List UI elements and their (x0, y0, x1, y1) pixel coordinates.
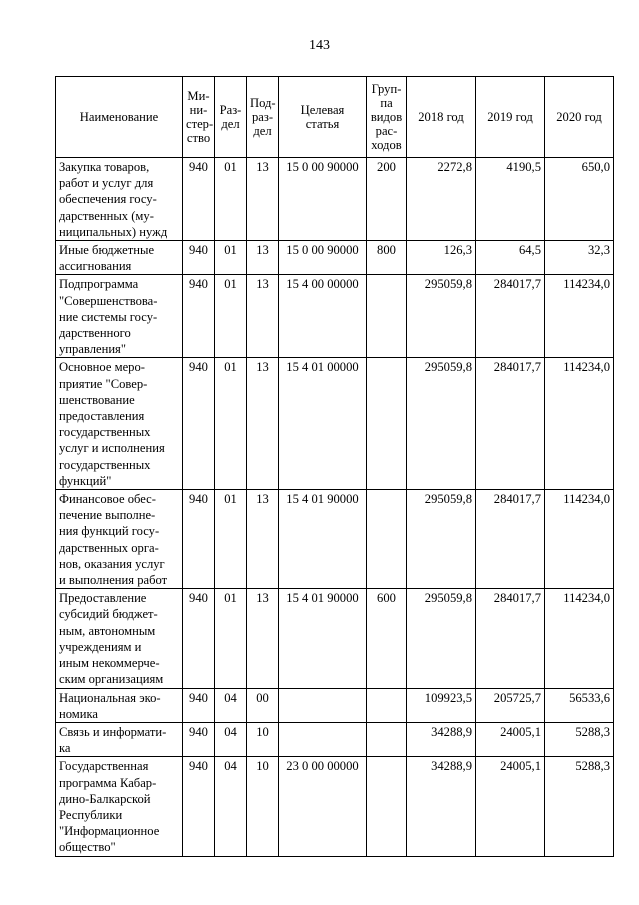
cell-expense-group (367, 490, 407, 589)
cell-ministry: 940 (183, 275, 215, 358)
cell-2018: 34288,9 (407, 722, 476, 756)
header-section: Раз- дел (215, 77, 247, 158)
cell-ministry: 940 (183, 757, 215, 856)
cell-ministry: 940 (183, 358, 215, 490)
cell-target-article: 15 4 01 90000 (279, 490, 367, 589)
cell-expense-group: 600 (367, 589, 407, 688)
cell-section: 01 (215, 589, 247, 688)
cell-subsection: 13 (247, 158, 279, 241)
table-row (56, 688, 614, 722)
cell-target-article: 15 0 00 90000 (279, 158, 367, 241)
cell-2019: 284017,7 (476, 589, 545, 688)
cell-2019: 284017,7 (476, 358, 545, 490)
cell-target-article (279, 688, 367, 722)
cell-2018: 295059,8 (407, 358, 476, 490)
cell-ministry: 940 (183, 241, 215, 275)
cell-section: 04 (215, 757, 247, 856)
cell-2019: 24005,1 (476, 722, 545, 756)
cell-2020: 114234,0 (545, 589, 614, 688)
cell-2018: 126,3 (407, 241, 476, 275)
cell-2020: 114234,0 (545, 275, 614, 358)
cell-2019: 64,5 (476, 241, 545, 275)
header-2018: 2018 год (407, 77, 476, 158)
table-row (56, 490, 614, 589)
cell-ministry: 940 (183, 688, 215, 722)
table-row (56, 722, 614, 756)
cell-name: Государственная программа Кабар- дино-Балкарской Республики "Информационное общество" (56, 757, 183, 856)
cell-section: 04 (215, 688, 247, 722)
cell-ministry: 940 (183, 158, 215, 241)
cell-target-article: 15 4 01 90000 (279, 589, 367, 688)
cell-2018: 295059,8 (407, 589, 476, 688)
cell-subsection: 13 (247, 589, 279, 688)
cell-name: Связь и информати- ка (56, 722, 183, 756)
cell-name: Финансовое обес- печение выполне- ния функций госу- дарственных орга- нов, оказания услуг и выполнения работ (56, 490, 183, 589)
cell-ministry: 940 (183, 722, 215, 756)
cell-2019: 284017,7 (476, 490, 545, 589)
cell-section: 01 (215, 490, 247, 589)
cell-2018: 295059,8 (407, 490, 476, 589)
cell-name: Основное меро- приятие "Совер- шенствование предоставления государственных услуг и исполнения государственных функций" (56, 358, 183, 490)
cell-2019: 205725,7 (476, 688, 545, 722)
cell-name: Подпрограмма "Совершенствова- ние системы госу- дарственного управления" (56, 275, 183, 358)
cell-2018: 109923,5 (407, 688, 476, 722)
cell-subsection: 13 (247, 241, 279, 275)
cell-2019: 284017,7 (476, 275, 545, 358)
header-name: Наименование (56, 77, 183, 158)
page-number: 143 (309, 38, 330, 53)
cell-subsection: 00 (247, 688, 279, 722)
cell-2020: 114234,0 (545, 358, 614, 490)
cell-2020: 32,3 (545, 241, 614, 275)
header-target: Целевая статья (279, 77, 367, 158)
cell-2020: 56533,6 (545, 688, 614, 722)
cell-2018: 34288,9 (407, 757, 476, 856)
cell-expense-group (367, 722, 407, 756)
cell-name: Предоставление субсидий бюджет- ным, автономным учреждениям и иным некоммерче- ским организациям (56, 589, 183, 688)
cell-ministry: 940 (183, 490, 215, 589)
budget-table (55, 76, 614, 857)
cell-expense-group: 200 (367, 158, 407, 241)
cell-section: 01 (215, 358, 247, 490)
cell-subsection: 10 (247, 757, 279, 856)
header-2020: 2020 год (545, 77, 614, 158)
table-row (56, 757, 614, 856)
cell-target-article: 15 4 00 00000 (279, 275, 367, 358)
cell-name: Иные бюджетные ассигнования (56, 241, 183, 275)
cell-2019: 4190,5 (476, 158, 545, 241)
cell-section: 01 (215, 275, 247, 358)
header-subsection: Под- раз- дел (247, 77, 279, 158)
cell-expense-group (367, 757, 407, 856)
header-2019: 2019 год (476, 77, 545, 158)
cell-target-article: 15 0 00 90000 (279, 241, 367, 275)
cell-section: 01 (215, 241, 247, 275)
table-row (56, 275, 614, 358)
cell-subsection: 10 (247, 722, 279, 756)
cell-expense-group (367, 275, 407, 358)
header-row (56, 77, 614, 158)
cell-expense-group (367, 358, 407, 490)
header-ministry: Ми- ни- стер- ство (183, 77, 215, 158)
cell-subsection: 13 (247, 275, 279, 358)
cell-section: 01 (215, 158, 247, 241)
cell-expense-group (367, 688, 407, 722)
cell-name: Закупка товаров, работ и услуг для обеспечения госу- дарственных (му- ниципальных) нужд (56, 158, 183, 241)
table-row (56, 158, 614, 241)
table-row (56, 241, 614, 275)
cell-name: Национальная эко- номика (56, 688, 183, 722)
cell-target-article: 15 4 01 00000 (279, 358, 367, 490)
header-expense-group: Груп- па видов рас- ходов (367, 77, 407, 158)
cell-target-article (279, 722, 367, 756)
cell-2020: 650,0 (545, 158, 614, 241)
cell-2020: 114234,0 (545, 490, 614, 589)
cell-2020: 5288,3 (545, 757, 614, 856)
cell-section: 04 (215, 722, 247, 756)
cell-2019: 24005,1 (476, 757, 545, 856)
cell-2018: 295059,8 (407, 275, 476, 358)
cell-subsection: 13 (247, 358, 279, 490)
cell-subsection: 13 (247, 490, 279, 589)
cell-2020: 5288,3 (545, 722, 614, 756)
cell-ministry: 940 (183, 589, 215, 688)
table-row (56, 589, 614, 688)
cell-2018: 2272,8 (407, 158, 476, 241)
cell-target-article: 23 0 00 00000 (279, 757, 367, 856)
cell-expense-group: 800 (367, 241, 407, 275)
table-row (56, 358, 614, 490)
